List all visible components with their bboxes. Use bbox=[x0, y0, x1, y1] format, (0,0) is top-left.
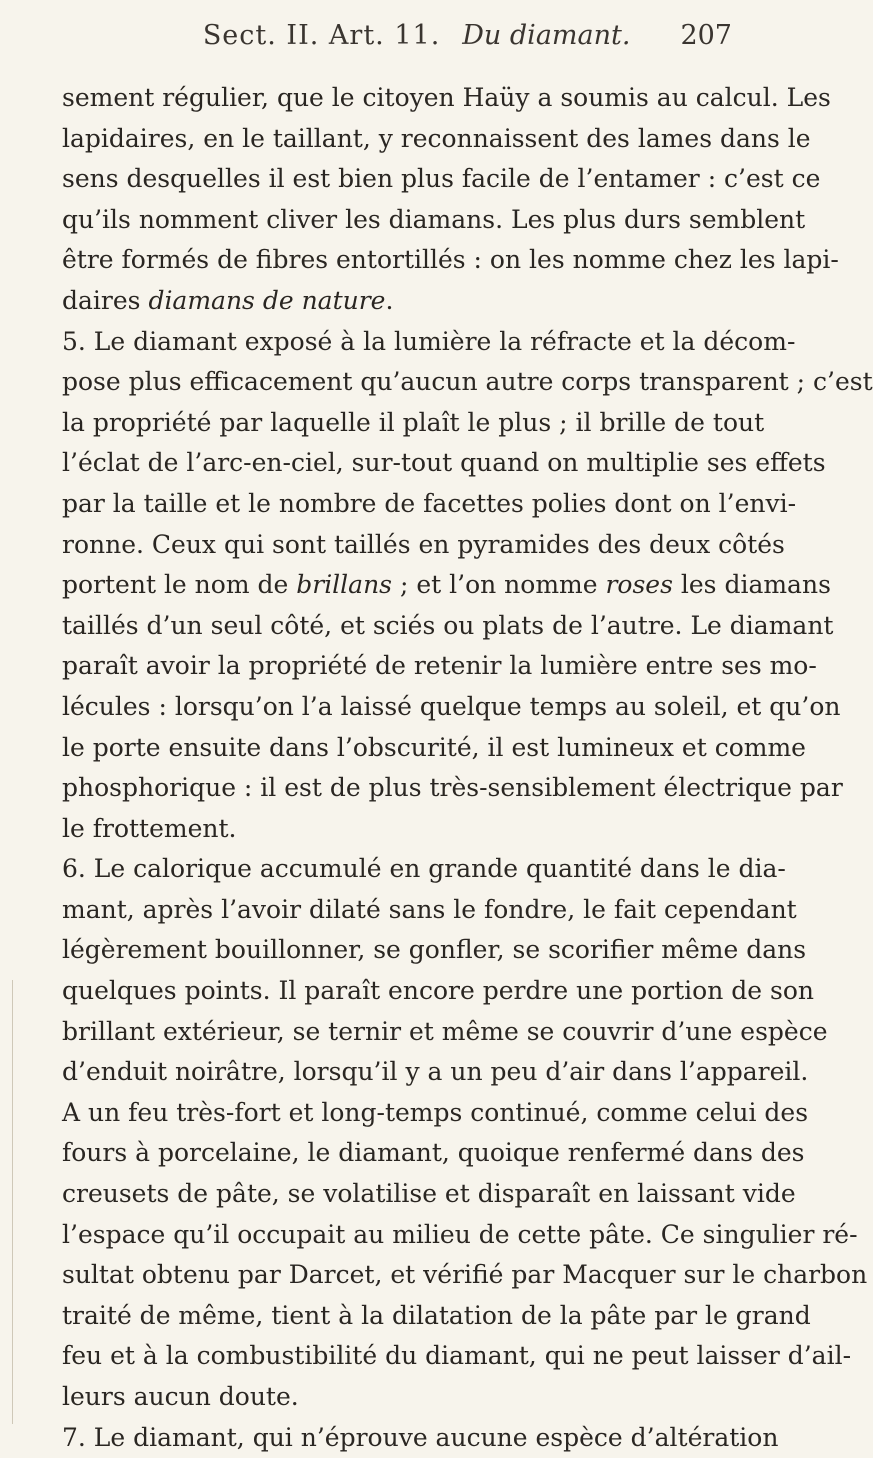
text-line: taillés d’un seul côté, et sciés ou plats de l’autre. Le diamant bbox=[62, 610, 834, 640]
text-line: par la taille et le nombre de facettes polies dont on l’envi- bbox=[62, 488, 797, 518]
text-line: 6. Le calorique accumulé en grande quantité dans le dia- bbox=[62, 854, 786, 884]
body-text bbox=[62, 78, 873, 1458]
text-line: sement régulier, que le citoyen Haüy a soumis au calcul. Les bbox=[62, 83, 831, 112]
text-line: le frottement. bbox=[62, 813, 237, 843]
text-line: feu et à la combustibilité du diamant, qui ne peut laisser d’ail- bbox=[62, 1341, 852, 1371]
section-reference: Sect. II. Art. 11. bbox=[202, 20, 441, 51]
text-line: le porte ensuite dans l’obscurité, il est lumineux et comme bbox=[62, 732, 806, 762]
chapter-title: Du diamant. bbox=[462, 20, 631, 51]
text-line: la propriété par laquelle il plaît le plus ; il brille de tout bbox=[62, 407, 765, 437]
text-line: lécules : lorsqu’on l’a laissé quelque temps au soleil, et qu’on bbox=[62, 691, 841, 721]
text-line: lapidaires, en le taillant, y reconnaissent des lames dans le bbox=[62, 123, 811, 153]
text-line: légèrement bouillonner, se gonfler, se scorifier même dans bbox=[62, 935, 807, 965]
running-header bbox=[140, 20, 732, 64]
page-edge-line bbox=[12, 980, 13, 1424]
text-line: brillant extérieur, se ternir et même se couvrir d’une espèce bbox=[62, 1016, 828, 1046]
text-line: phosphorique : il est de plus très-sensiblement électrique par bbox=[62, 773, 843, 803]
text-line: 7. Le diamant, qui n’éprouve aucune espèce d’altération bbox=[62, 1422, 779, 1452]
text-line: mant, après l’avoir dilaté sans le fondre, le fait cependant bbox=[62, 894, 797, 924]
text-line: traité de même, tient à la dilatation de la pâte par le grand bbox=[62, 1300, 811, 1330]
text-line: l’éclat de l’arc-en-ciel, sur-tout quand on multiplie ses effets bbox=[62, 448, 826, 478]
text-line: paraît avoir la propriété de retenir la lumière entre ses mo- bbox=[62, 651, 817, 681]
text-line: fours à porcelaine, le diamant, quoique renfermé dans des bbox=[62, 1138, 805, 1168]
text-line: être formés de fibres entortillés : on les nomme chez les lapi- bbox=[62, 245, 839, 275]
page-number: 207 bbox=[680, 20, 732, 51]
text-line: ronne. Ceux qui sont taillés en pyramides des deux côtés bbox=[62, 529, 785, 559]
text-line: sens desquelles il est bien plus facile de l’entamer : c’est ce bbox=[62, 164, 821, 194]
text-line: daires diamans de nature. bbox=[62, 285, 394, 315]
text-line: portent le nom de brillans ; et l’on nomme roses les diamans bbox=[62, 570, 831, 600]
text-line: qu’ils nomment cliver les diamans. Les plus durs semblent bbox=[62, 204, 806, 234]
text-line: quelques points. Il paraît encore perdre une portion de son bbox=[62, 976, 814, 1006]
text-line: 5. Le diamant exposé à la lumière la réfracte et la décom- bbox=[62, 326, 796, 356]
text-line: sultat obtenu par Darcet, et vérifié par Macquer sur le charbon bbox=[62, 1260, 868, 1290]
text-line: leurs aucun doute. bbox=[62, 1382, 299, 1411]
text-line: A un feu très-fort et long-temps continué, comme celui des bbox=[62, 1097, 809, 1127]
text-line: pose plus efficacement qu’aucun autre corps transparent ; c’est bbox=[62, 367, 873, 397]
text-line: creusets de pâte, se volatilise et disparaît en laissant vide bbox=[62, 1179, 796, 1209]
text-line: l’espace qu’il occupait au milieu de cette pâte. Ce singulier ré- bbox=[62, 1219, 858, 1249]
text-line: d’enduit noirâtre, lorsqu’il y a un peu d’air dans l’appareil. bbox=[62, 1057, 809, 1087]
